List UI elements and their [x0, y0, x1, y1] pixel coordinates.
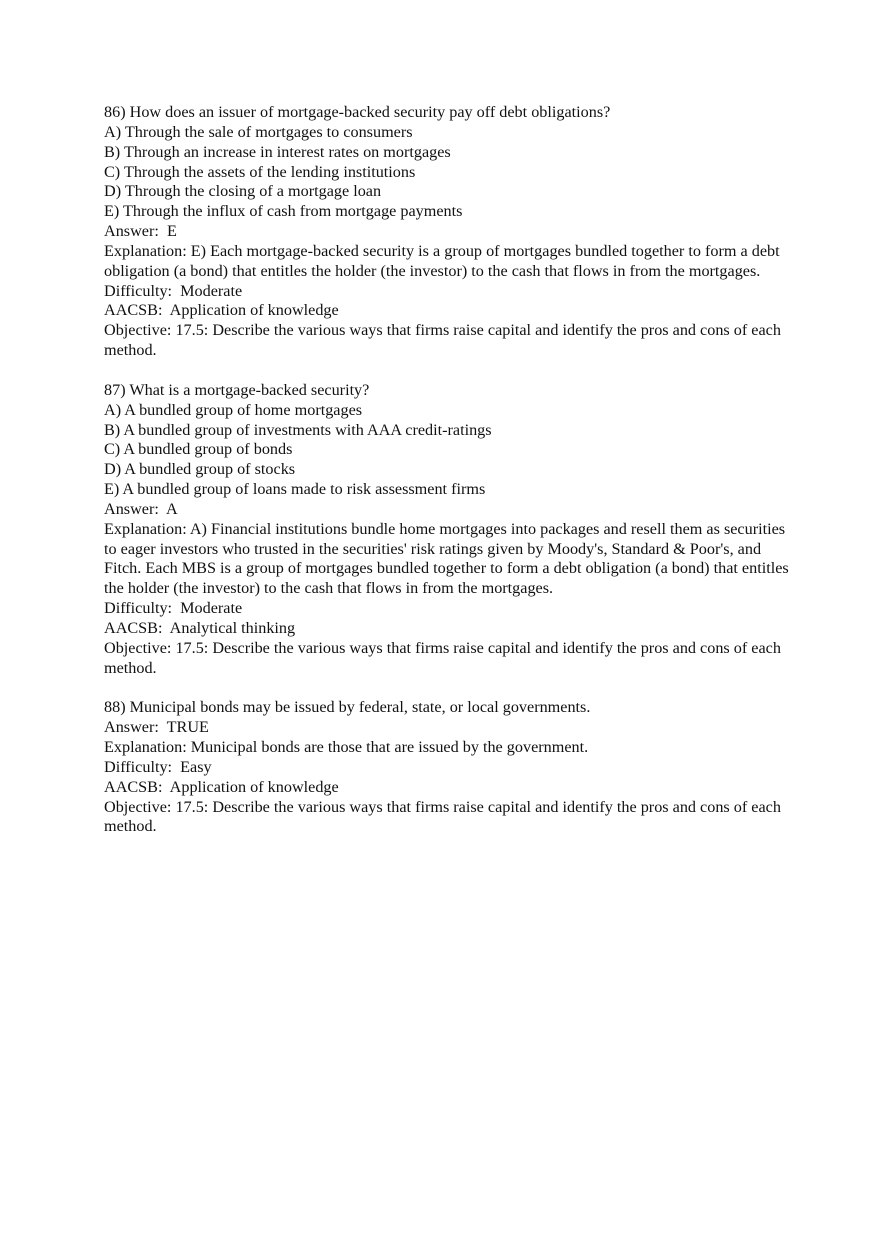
question-88 — [104, 698, 794, 837]
aacsb: AACSB: Application of knowledge — [104, 777, 339, 796]
explanation: Explanation: A) Financial institutions bundle home mortgages into packages and resell them as securities to eager investors who trusted in the securities' risk ratings given by Moody's, Standard & Poor's, and Fitch. Each MBS is a group of mortgages bundled together to form a debt obligation (a bond) that entitles the holder (the investor) to the cash that flows in from the mortgages. — [104, 519, 789, 598]
aacsb: AACSB: Application of knowledge — [104, 301, 339, 320]
option-b: B) A bundled group of investments with AAA credit-ratings — [104, 420, 492, 439]
option-b: B) Through an increase in interest rates on mortgages — [104, 142, 451, 161]
objective: Objective: 17.5: Describe the various ways that firms raise capital and identify the pros and cons of each method. — [104, 797, 781, 836]
question-87 — [104, 381, 794, 679]
objective: Objective: 17.5: Describe the various ways that firms raise capital and identify the pros and cons of each method. — [104, 321, 781, 360]
option-a: A) Through the sale of mortgages to consumers — [104, 122, 413, 141]
answer: Answer: TRUE — [104, 718, 209, 737]
option-c: C) A bundled group of bonds — [104, 440, 293, 459]
option-a: A) A bundled group of home mortgages — [104, 400, 363, 419]
answer: Answer: E — [104, 222, 177, 241]
difficulty: Difficulty: Moderate — [104, 281, 243, 300]
difficulty: Difficulty: Easy — [104, 757, 212, 776]
answer: Answer: A — [104, 499, 178, 518]
option-d: D) Through the closing of a mortgage loan — [104, 182, 382, 201]
option-d: D) A bundled group of stocks — [104, 460, 296, 479]
option-c: C) Through the assets of the lending institutions — [104, 162, 416, 181]
difficulty: Difficulty: Moderate — [104, 599, 243, 618]
objective: Objective: 17.5: Describe the various ways that firms raise capital and identify the pros and cons of each method. — [104, 638, 781, 677]
question-stem: 88) Municipal bonds may be issued by federal, state, or local governments. — [104, 698, 591, 717]
explanation: Explanation: Municipal bonds are those that are issued by the government. — [104, 738, 589, 756]
question-stem: 86) How does an issuer of mortgage-backed security pay off debt obligations? — [104, 103, 611, 121]
document-page — [104, 103, 794, 857]
aacsb: AACSB: Analytical thinking — [104, 618, 296, 637]
question-stem: 87) What is a mortgage-backed security? — [104, 380, 370, 399]
question-86 — [104, 103, 794, 361]
option-e: E) A bundled group of loans made to risk assessment firms — [104, 480, 486, 499]
option-e: E) Through the influx of cash from mortgage payments — [104, 202, 463, 221]
explanation: Explanation: E) Each mortgage-backed security is a group of mortgages bundled together to form a debt obligation (a bond) that entitles the holder (the investor) to the cash that flows in from the mortgages. — [104, 241, 780, 280]
